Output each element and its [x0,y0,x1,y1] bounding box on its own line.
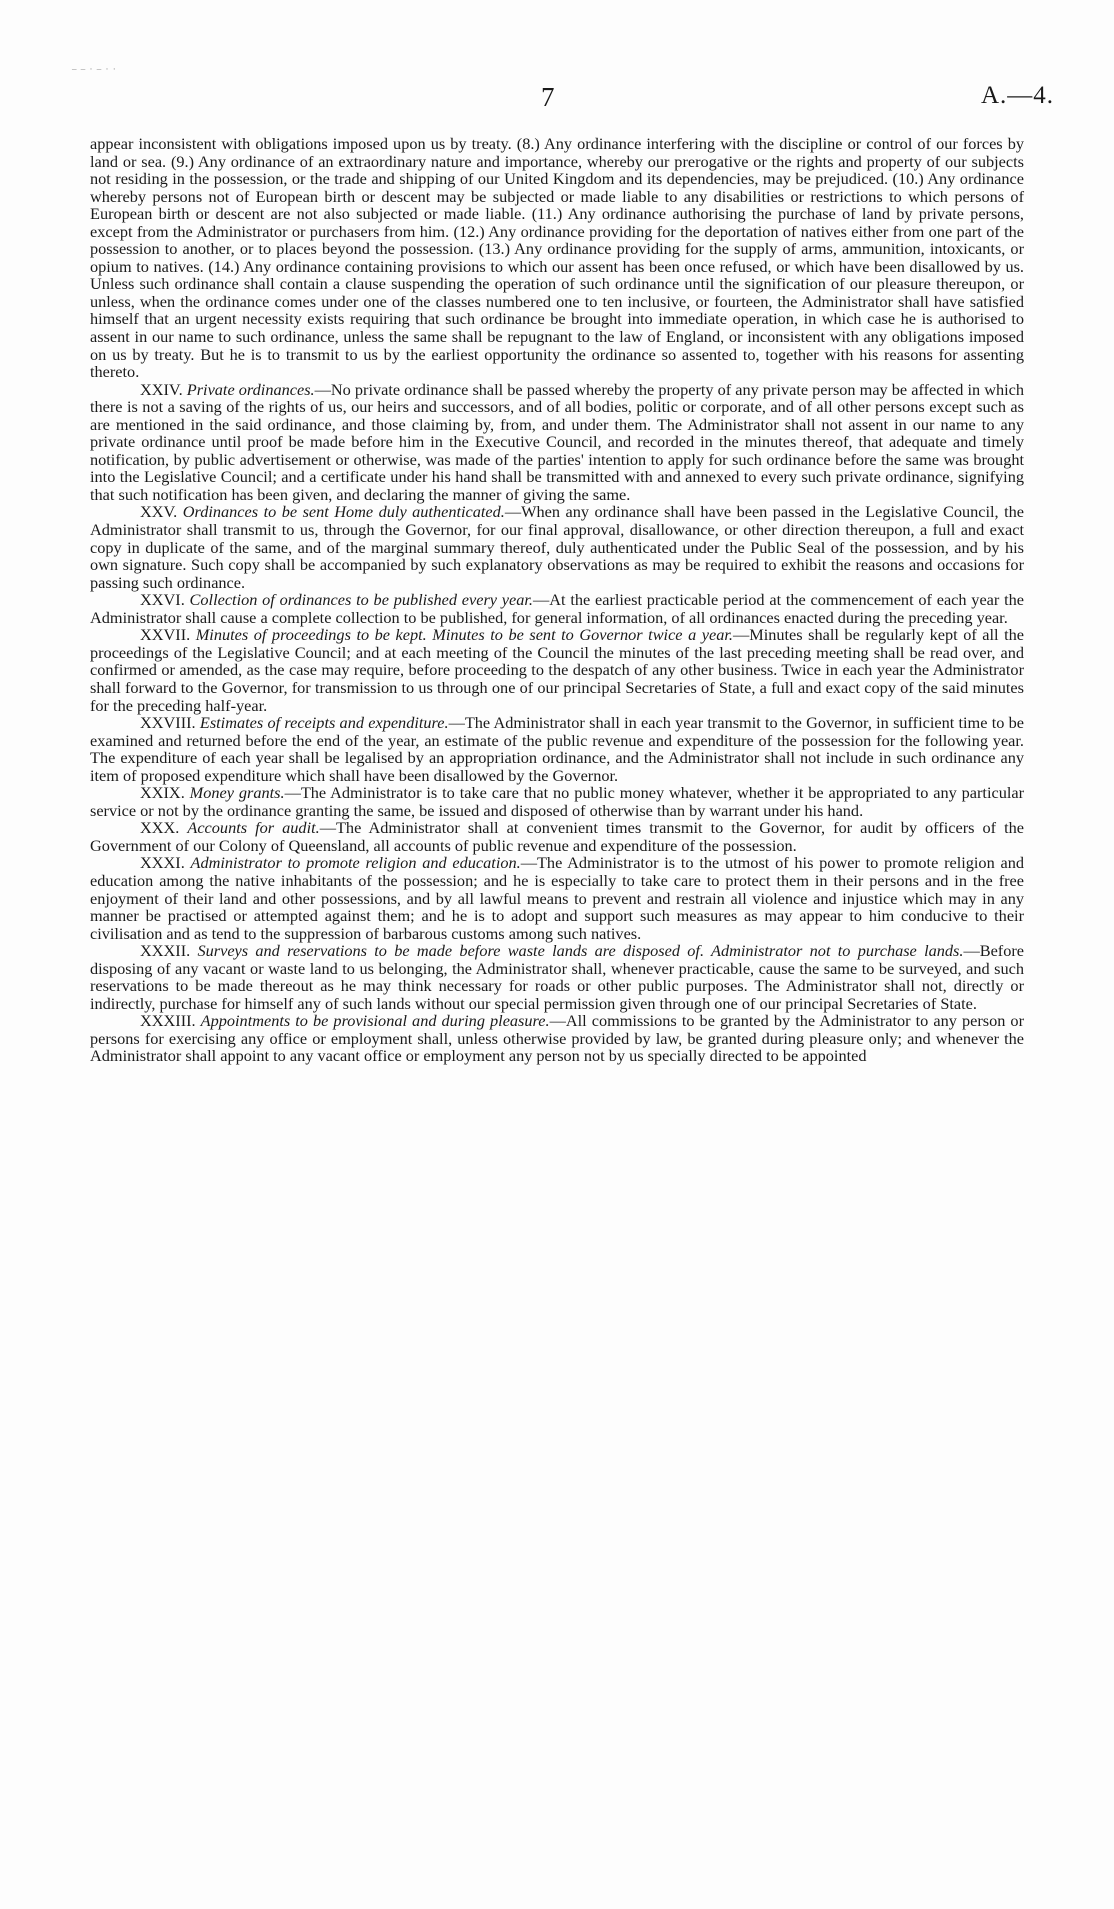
section-number: XXXIII. [140,1011,196,1031]
page-header [0,82,1114,112]
section-xxiv [90,381,1024,504]
section-number: XXIX. [140,783,185,803]
section-heading: Surveys and reservations to be made before waste lands are disposed of. Administrator not to purchase lands. [197,941,964,961]
paragraph-text: —The Administrator shall at convenient times transmit to the Governor, for audit by officers of the Government of our Colony of Queensland, all accounts of public revenue and expenditure of the possession. [90,818,1025,855]
section-xxxi [90,854,1024,942]
section-number: XXX. [140,818,180,838]
paragraph-text: —All commissions to be granted by the Administrator to any person or persons for exercising any office or employment shall, unless otherwise provided by law, be granted during pleasure only; and whenever the Administrator shall appoint to any vacant office or employment any person not by us specially directed to be appointed [90,1011,1024,1066]
section-number: XXXI. [140,853,185,873]
section-number: XXV. [140,502,178,522]
section-xxv [90,503,1024,591]
section-heading: Administrator to promote religion and education. [190,853,521,873]
section-heading: Accounts for audit. [187,818,320,838]
section-heading: Minutes of proceedings to be kept. Minutes to be sent to Governor twice a year. [195,625,733,645]
document-body [90,135,1024,1065]
scan-artifact: – – · – · · [72,64,117,74]
section-heading: Estimates of receipts and expenditure. [199,713,449,733]
section-xxvi [90,591,1024,626]
paragraph-text: appear inconsistent with obligations imposed upon us by treaty. (8.) Any ordinance interfering with the discipline or control of our forces by land or sea. (9.) Any ordinance of an extraordinary nature and importance, whereby our prerogative or the rights and property of our subjects not residing in the possession, or the trade and shipping of our United Kingdom and its dependencies, may be prejudiced. (10.) Any ordinance whereby persons not of European birth or descent may be subjected or made liable to any disabilities or restrictions to which persons of European birth or descent are not also subjected or made liable. (11.) Any ordinance authorising the purchase of land by private persons, except from the Administrator or purchasers from him. (12.) Any ordinance providing for the deportation of natives either from one part of the possession to another, or to places beyond the possession. (13.) Any ordinance providing for the supply of arms, ammunition, intoxicants, or opium to natives. (14.) Any ordinance containing provisions to which our assent has been once refused, or which have been disallowed by us. Unless such ordinance shall contain a clause suspending the operation of such ordinance until the signification of our pleasure thereupon, or unless, when the ordinance comes under one of the classes numbered one to ten inclusive, or fourteen, the Administrator shall have satisfied himself that an urgent necessity exists requiring that such ordinance be brought into immediate operation, in which case he is authorised to assent in our name to such ordinance, unless the same shall be repugnant to the law of England, or inconsistent with any obligations imposed on us by treaty. But he is to transmit to us by the earliest opportunity the ordinance so assented to, together with his reasons for assenting thereto. [90,134,1024,382]
section-xxix [90,784,1024,819]
section-heading: Ordinances to be sent Home duly authenticated. [182,502,505,522]
page-number: 7 [541,82,555,112]
section-number: XXVIII. [140,713,196,733]
section-heading: Collection of ordinances to be published every year. [189,590,533,610]
paragraph-continuation [90,135,1024,381]
paragraph-text: —At the earliest practicable period at the commencement of each year the Administrator shall cause a complete collection to be published, for general information, of all ordinances enacted during the preceding year. [90,590,1024,627]
paragraph-text: —Before disposing of any vacant or waste land to us belonging, the Administrator shall, whenever practicable, cause the same to be surveyed, and such reservations to be made thereout as he may think necessary for roads or other public purposes. The Administrator shall not, directly or indirectly, purchase for himself any of such lands without our special permission given through one of our principal Secretaries of State. [90,941,1025,1013]
section-xxvii [90,626,1024,714]
paragraph-text: —Minutes shall be regularly kept of all the proceedings of the Legislative Council; and at each meeting of the Council the minutes of the last preceding meeting shall be read over, and confirmed or amended, as the case may require, before proceeding to the despatch of any other business. Twice in each year the Administrator shall forward to the Governor, for transmission to us through one of our principal Secretaries of State, a full and exact copy of the said minutes for the preceding half-year. [90,625,1025,715]
paragraph-text: —No private ordinance shall be passed whereby the property of any private person may be affected in which there is not a saving of the rights of us, our heirs and successors, and of all bodies, politic or corporate, and of all other persons except such as are mentioned in the said ordinance, and those claiming by, from, and under them. The Administrator shall not assent in our name to any private ordinance until proof be made before him in the Executive Council, and recorded in the minutes thereof, that adequate and timely notification, by public advertisement or otherwise, was made of the parties' intention to apply for such ordinance before the same was brought into the Legislative Council; and a certificate under his hand shall be transmitted with and annexed to every such private ordinance, signifying that such notification has been given, and declaring the manner of giving the same. [90,379,1024,504]
section-number: XXVII. [140,625,191,645]
section-number: XXXII. [140,941,191,961]
paragraph-text: —When any ordinance shall have been passed in the Legislative Council, the Administrator shall transmit to us, through the Governor, for our final approval, disallowance, or other direction thereupon, a full and exact copy in duplicate of the same, and of the marginal summary thereof, duly authenticated under the Public Seal of the possession, and by his own signature. Such copy shall be accompanied by such explanatory observations as may be required to exhibit the reasons and occasions for passing such ordinance. [90,502,1024,592]
section-number: XXVI. [140,590,185,610]
section-heading: Money grants. [189,783,285,803]
section-heading: Private ordinances. [186,379,315,399]
document-reference: A.—4. [980,82,1054,109]
section-number: XXIV. [140,379,183,399]
paragraph-text: —The Administrator shall in each year transmit to the Governor, in sufficient time to be examined and returned before the end of the year, an estimate of the public revenue and expenditure of the possession for the following year. The expenditure of each year shall be legalised by an appropriation ordinance, and the Administrator shall not include in such ordinance any item of proposed expenditure which shall have been disallowed by the Governor. [90,713,1024,785]
section-xxxiii [90,1012,1024,1065]
section-xxxii [90,942,1024,1012]
paragraph-text: —The Administrator is to the utmost of his power to promote religion and education among the native inhabitants of the possession; and he is especially to take care to protect them in their persons and in the free enjoyment of their land and other possessions, and by all lawful means to prevent and restrain all violence and injustice which may in any manner be practised or attempted against them; and he is to adopt and support such measures as may appear to him conducive to their civilisation and as tend to the suppression of barbarous customs among such natives. [90,853,1024,943]
section-xxviii [90,714,1024,784]
paragraph-text: —The Administrator is to take care that no public money whatever, whether it be appropriated to any particular service or not by the ordinance granting the same, be issued and disposed of otherwise than by warrant under his hand. [90,783,1024,820]
section-xxx [90,819,1024,854]
section-heading: Appointments to be provisional and during pleasure. [200,1011,550,1031]
